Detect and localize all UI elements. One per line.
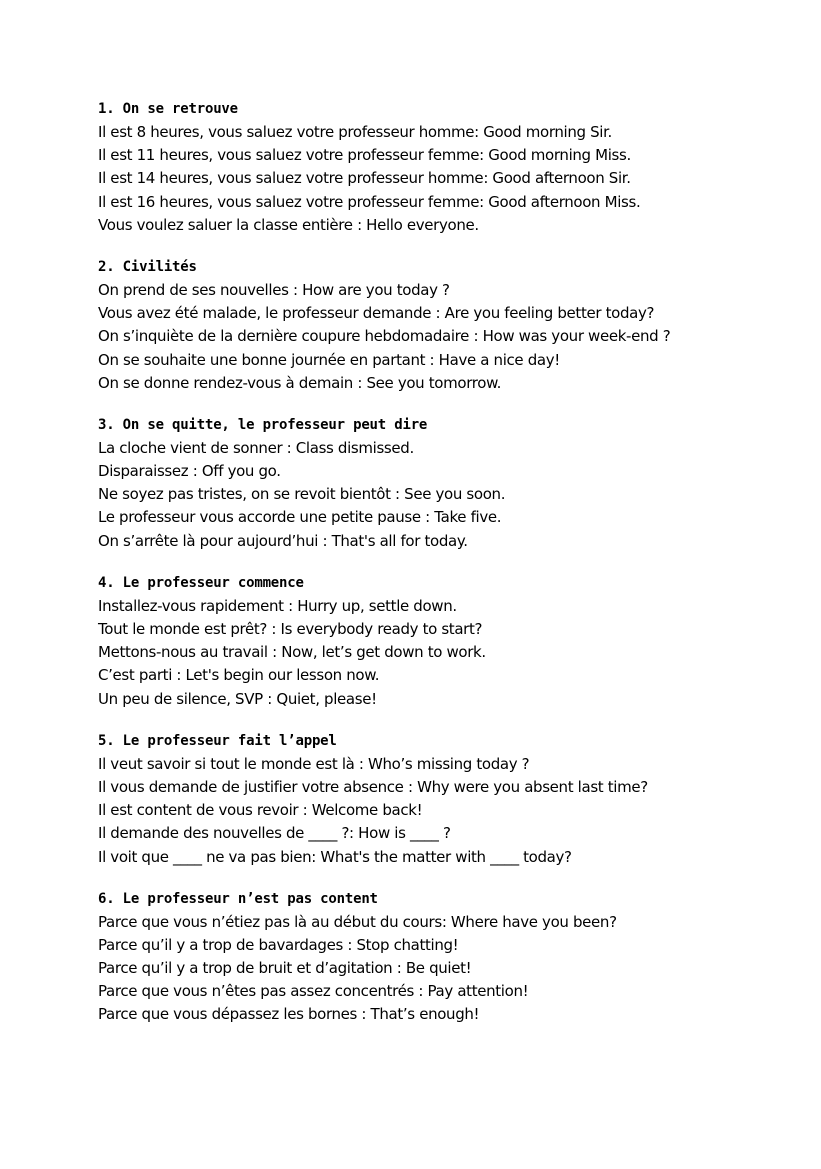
section-2 [98,256,778,395]
document-page [98,98,778,1046]
phrase-line: Il est 16 heures, vous saluez votre professeur femme: Good afternoon Miss. [98,192,641,211]
section-5 [98,730,778,869]
phrase-line: Disparaissez : Off you go. [98,462,281,481]
phrase-line: On prend de ses nouvelles : How are you today ? [98,280,450,299]
phrase-line: Parce que vous n’êtes pas assez concentrés : Pay attention! [98,982,529,1001]
phrase-line: Il voit que ____ ne va pas bien: What's the matter with ____ today? [98,847,572,866]
section-title: 4. Le professeur commence [98,574,304,591]
phrase-line: Vous avez été malade, le professeur demande : Are you feeling better today? [98,304,655,323]
phrase-line: Il demande des nouvelles de ____ ?: How is ____ ? [98,824,451,843]
phrase-line: On s’arrête là pour aujourd’hui : That's all for today. [98,531,468,550]
phrase-line: On s’inquiète de la dernière coupure hebdomadaire : How was your week-end ? [98,327,671,346]
phrase-line: C’est parti : Let's begin our lesson now. [98,666,380,685]
section-title: 6. Le professeur n’est pas content [98,890,378,907]
section-4 [98,572,778,711]
phrase-line: Parce que vous dépassez les bornes : That’s enough! [98,1005,480,1024]
phrase-line: Il est 11 heures, vous saluez votre professeur femme: Good morning Miss. [98,146,631,165]
phrase-line: On se souhaite une bonne journée en partant : Have a nice day! [98,350,560,369]
section-6 [98,888,778,1027]
phrase-line: Il vous demande de justifier votre absence : Why were you absent last time? [98,777,648,796]
section-1 [98,98,778,237]
phrase-line: On se donne rendez-vous à demain : See you tomorrow. [98,373,502,392]
phrase-line: Tout le monde est prêt? : Is everybody ready to start? [98,620,483,638]
section-title: 5. Le professeur fait l’appel [98,732,337,749]
phrase-line: Parce que vous n’étiez pas là au début du cours: Where have you been? [98,912,617,931]
phrase-line: Mettons-nous au travail : Now, let’s get down to work. [98,643,486,662]
section-title: 1. On se retrouve [98,101,238,117]
phrase-line: Ne soyez pas tristes, on se revoit bientôt : See you soon. [98,485,506,504]
phrase-line: Il est 14 heures, vous saluez votre professeur homme: Good afternoon Sir. [98,169,631,188]
section-title: 2. Civilités [98,258,197,275]
phrase-line: Le professeur vous accorde une petite pause : Take five. [98,508,502,527]
phrase-line: Il est 8 heures, vous saluez votre professeur homme: Good morning Sir. [98,123,612,141]
phrase-line: Un peu de silence, SVP : Quiet, please! [98,689,377,708]
phrase-line: Parce qu’il y a trop de bavardages : Stop chatting! [98,935,459,954]
section-3 [98,414,778,553]
phrase-line: Il est content de vous revoir : Welcome back! [98,801,423,820]
phrase-line: Installez-vous rapidement : Hurry up, settle down. [98,596,457,615]
section-title: 3. On se quitte, le professeur peut dire [98,416,428,433]
phrase-line: Il veut savoir si tout le monde est là : Who’s missing today ? [98,754,530,773]
phrase-line: La cloche vient de sonner : Class dismissed. [98,438,414,457]
phrase-line: Parce qu’il y a trop de bruit et d’agitation : Be quiet! [98,959,472,978]
phrase-line: Vous voulez saluer la classe entière : Hello everyone. [98,215,479,234]
